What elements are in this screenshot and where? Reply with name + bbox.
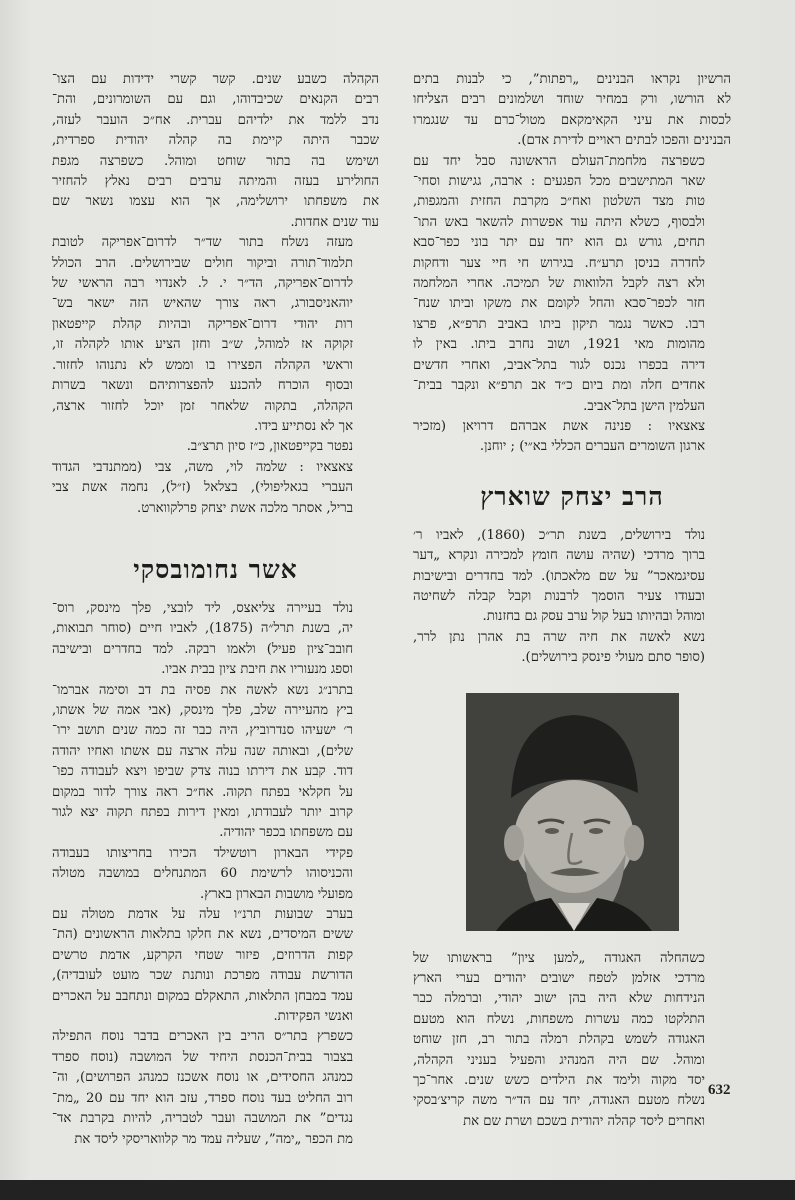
text-line: נגדים” את המושבה ועבר לטבריה, להיות בקרבת אד־ [52,1111,353,1127]
text-line: לכסות את עיני הקאימקאם מטול־כרם עד שנגמרו [413,112,731,128]
text-line: לא הורשו, ורק במחיר שוחד ושלמונים רבים הצליחו [413,92,731,108]
text-line: כשהחלה האגודה „למען ציון” בראשותו של [413,950,705,966]
text-line: בתרנ״ג נשא לאשה את פסיה בת דב וסימה אברמו־ [52,682,353,698]
text-line: פקידי הבארון רוטשילד הכירו בחריצותו בעבודה [52,845,353,861]
text-line: כשפרצה מלחמת־העולם הראשונה סבל יחד עם [413,153,705,169]
paragraph [52,70,379,233]
text-line: ר׳ ישעיהו סנדרוביץ, היה כבר זה כמה שנים תושב ירו־ [52,723,353,739]
text-line: העלמין הישן בתל־אביב. [583,398,705,414]
text-line: ולבסוף, כשלא היתה עוד אפשרות להשאר באש התו־ [413,214,705,230]
text-line: שכבר היתה קיימת בה קהלה יהודית ספרדית, [52,133,379,149]
paragraph [52,1027,379,1149]
text-line: תחים, גורש גם הוא יחד עם יתר בוני כפר־סבא [413,235,705,251]
text-line: ובסוף הוכרח להכנע להפצרותיהם ונשאר בשרות [52,378,353,394]
text-line: נשא לאשה את חיה שרה בת אהרן נתן לרר, [413,629,705,645]
portrait-photo [466,693,679,931]
text-line: דוד. קבע את דירתו בנוה צדק שביפו ויצא לעבודה כפו־ [52,764,353,780]
text-line: ששים המיסדים, נשא את חלקו בתלאות הראשונים (הת־ [52,927,353,943]
descendants-paragraph [413,417,731,458]
scanner-edge [0,1180,795,1200]
paragraph [52,437,379,457]
paragraph [52,905,379,1027]
text-line: וראשי הקהלה הפצירו בו וממש לא נתנוהו לחזור. [52,357,353,373]
text-line: רבו. כאשר נגמר תיקון ביתו באביב תרפ״א, פרצו [413,316,705,332]
text-line: צאצאיו : שלמה לוי, משה, צבי (ממתנדבי הגדוד [52,459,353,475]
text-line: ברוך מרדכי (שהיה עושה חומץ למכירה ונקרא „דער [413,548,705,564]
text-line: נולד בירושלים, בשנת תר״כ (1860), לאביו ר׳ [413,527,706,543]
text-line: חובב־ציון פעיל) ולאמו רבקה. למד בחדרים ובישיבה [52,641,353,657]
right-column [413,70,731,1132]
text-line: החולירע בעזה והמיתה ערבים רבים נאלץ להחזיר [52,174,379,190]
text-line: כמנהג החסידים, או נוסח אשכנז כמנהג הפרושים), וה־ [52,1070,353,1086]
text-line: בצבור בבית־הכנסת היחיד של המושבה (נוסח ספרד [52,1049,353,1065]
text-line: רות יהודי דרום־אפריקה ובהיות קהלת קייפטאון [52,316,353,332]
paragraph [413,152,731,417]
text-line: קרוב יותר לעבודתו, ומאין דירות בפתח תקוה יצא לגור [52,805,353,820]
text-line: העברי בגאליפולי), בצלאל (ז״ל), נחמה אשת צבי [52,480,353,496]
text-line: נולד בעיירה צליאצס, ליד לובצי, פלך מינסק, רוס־ [52,600,353,616]
text-line: חזר לכפר־סבא והחל לקומם את משקו וביתו שנח־ [413,296,705,312]
text-line: הנידחות שלא היה בהן ישוב יהודי, וברמלה כבר [413,991,705,1007]
text-line: מהומות מאי 1921, ושוב נחרב ביתו. באין לו [413,337,705,353]
text-line: שלים), ובאותה שנה עלה ארצה עם אשתו ואחיו יהודה [52,743,353,759]
paragraph [52,681,379,844]
text-line: הדורשת עבודה מפרכת ונותנת שכר מועט לעובדיה), [52,968,353,984]
text-line: עסיגמאכר” על שם מלאכתו). למד בחדרים ובישיבות [413,568,705,584]
section-heading: הרב יצחק שוארץ [480,481,664,511]
text-line: ארגון השומרים העברים הכללי בא״י) ; יוחנן. [479,439,705,455]
text-line: עמד במבחן התלאות, התאקלם במקום ונתחבב על האכרים [52,988,353,1004]
text-line: אחדים חלה ומת ביום כ״ד אב תרפ״א ונקבר בבית־ [413,378,705,394]
text-line: והכניסוהו לרשימת 60 המתנחלים במושבה מטולה [52,866,353,882]
text-line: בערב שבועות תרנ״ו עלה על אדמת מטולה עם [52,907,353,923]
text-line: את משפחתו ירושלימה, אך הוא עצמו נשאר שם [52,194,379,210]
text-line: על חקלאי בפתח תקוה. אח״כ ראה צורך לדור במקום [52,784,353,800]
text-line: לחדרה בניסן תרע״ח. בגירוש חי חיי צער ודחקות [413,255,705,271]
text-line: נדב ללמד את ילדיהם עברית. אח״כ הועבר לעזה, [52,112,379,128]
text-line: יסד מקוה ולימד את הילדים כשש שנים. אחר־כך [413,1073,705,1088]
text-line: הקהלה, בתקוה שלאחר זמן יוכל לחזור ארצה, [52,398,353,414]
text-line: דירה בכפרו נכנס לגור בתל־אביב, ואחרי חדשים [413,357,705,373]
text-line: רבים הקנאים שכיבדוהו, וגם עם השומרונים, והת־ [52,92,379,108]
text-line: ביץ מהעיירה שלב, פלך מינסק, (אבי אמה של אשתו, [52,702,353,718]
paragraph [52,599,379,681]
text-line: מפועלי מושבות הבארון בארץ. [200,886,353,902]
text-line: מרדכי אזלמן לטפח ישובים יהודים בערי הארץ [413,970,705,986]
text-line: נשלח מטעם האגודה, יחד עם הד״ר משה קריצ׳בסקי [413,1093,705,1109]
text-line: מת הכפר „ימה”, שעליה עמד מר קלוואריסקי ליסד את [74,1131,353,1147]
text-line: ומוהל. שם היה המנהיג והפעיל בעניני הקהלה, [413,1052,705,1068]
portrait-image [466,693,679,931]
text-line: בריל, אסתר מלכה אשת יצחק פרלקווארט. [137,500,353,516]
text-line: טות מצד השלטון ואח״כ מקרבת החזית והמגפות, [413,194,705,210]
text-line: קפות הדרוזים, פיזור שטחי הקרקע, אדמת טרשים [52,947,353,963]
paragraph [52,233,379,437]
text-line: ואחרים ליסד קהלה יהודית בשכם ושרת שם את [463,1113,705,1129]
text-line: לדרום־אפריקה, הד״ר י. ל. לאנדוי רבה הראשי של [52,276,353,292]
text-line: האגודה לשמש בקהלת רמלה בתור רב, חזן שוחט [413,1032,705,1048]
text-line: תלמוד־תורה וביקור חולים שבירושלים. הרב הכולל [52,255,353,271]
text-line: ולא רצה לקבל הלוואות של תמיכה. אחרי המלחמה [413,276,705,292]
paragraph [413,949,731,1133]
text-line: (סופר סתם מעולי פינסק בירושלים). [521,650,705,666]
paragraph [52,844,379,905]
text-line: ובעודו צעיר הוסמך לרבנות וקבל קבלה לשחיטה [413,588,705,604]
text-line: הבנינים והפכו לבתים ראויים לדירת אדם). [517,133,731,149]
section-heading: אשר נחומובסקי [133,554,298,584]
text-line: וספג מנעוריו את חיבת ציון בבית אביו. [161,662,353,678]
text-line: עם משפחתו בכפר יהודיה. [219,825,353,841]
text-line: ואנשי הפקידות. [273,1009,353,1025]
paragraph [413,526,731,628]
page-number: 632 [708,1082,731,1098]
text-line: יה, בשנת תרל״ה (1875), לאביו חיים (סוחר תבואות, [52,621,354,637]
text-line: זקוקה אז למוהל, ש״ב וחזן הציע אותו לקהלה זו, [52,337,353,353]
paragraph [413,70,731,152]
text-line: הרשיון נקראו הבנינים „רפתות”, כי לבנות בתים [413,72,731,87]
text-line: אך לא נסתייע בידו. [254,418,353,434]
text-line: עוד שנים אחדות. [290,214,379,230]
text-line: כשפרץ בתר״ס הריב בין האכרים בדבר נוסח התפילה [52,1029,353,1045]
descendants-paragraph [52,458,379,519]
text-line: רוב החליט בעד נוסח ספרד, עזב הוא יחד עם 20 „מת־ [52,1090,353,1106]
text-line: התלקטו כמה עשרות משפחות, נשלח הוא מטעם [413,1011,705,1027]
text-line: ושימש בה בתור שוחט ומוהל. כשפרצה מגפת [52,153,379,169]
left-column [52,70,379,1150]
text-line: מעזה נשלח בתור שד״ר לדרום־אפריקה לטובת [52,235,353,251]
text-line: הקהלה כשבע שנים. קשר קשרי ידידות עם הצו־ [52,72,379,87]
text-line: צאצאיו : פנינה אשת אברהם דרויאן (מזכיר [413,418,705,434]
text-line: ומוהל ובהיותו בעל קול ערב עסק גם בחזנות. [482,609,705,625]
text-line: יוהאניסבורג, ראה צורך שהאיש הזה ישאר בש־ [52,296,353,312]
text-line: שאר המתישבים מכל הפגעים : ארבה, גגישות וסחי־ [413,174,705,190]
paragraph [413,628,731,669]
text-line: נפטר בקייפטאון, כ״ז סיון תרצ״ב. [186,439,353,455]
